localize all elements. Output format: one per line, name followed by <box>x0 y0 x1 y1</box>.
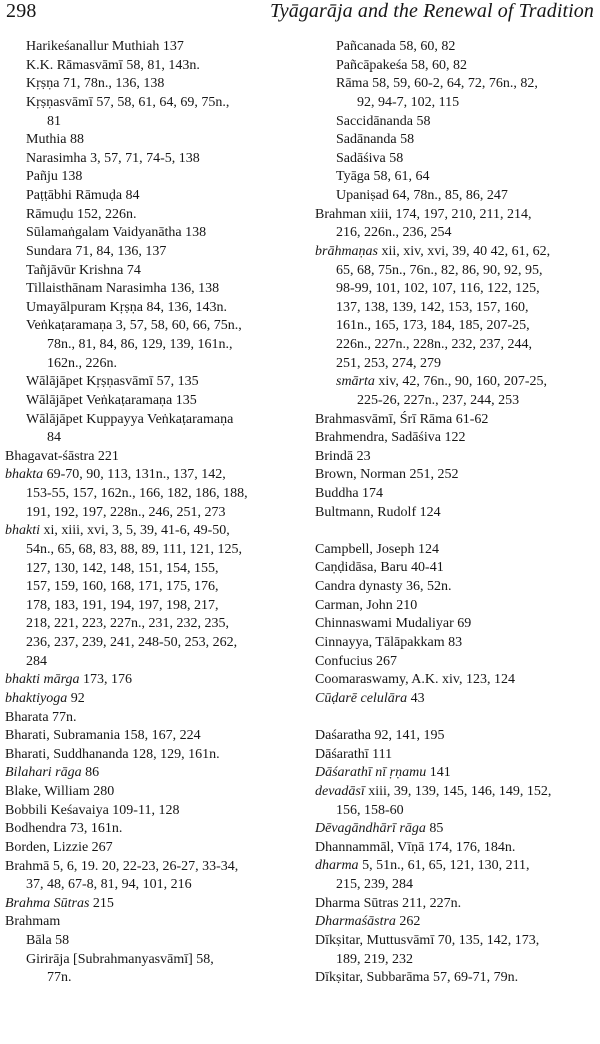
index-entry-text: Dhannammāl, Vīṇā 174, 176, 184n. <box>315 839 516 855</box>
index-subentry <box>5 485 295 504</box>
index-entry-text: 78n., 81, 84, 86, 129, 139, 161n., <box>47 337 233 352</box>
index-entry-text: Coomaraswamy, A.K. xiv, 123, 124 <box>315 672 515 688</box>
index-subentry <box>5 206 295 225</box>
index-entry <box>5 522 295 541</box>
index-entry-text: xii, xiv, xvi, 39, 40 42, 61, 62, <box>378 243 551 259</box>
index-entry-text: 5, 51n., 61, 65, 121, 130, 211, <box>358 858 530 874</box>
index-entry <box>5 764 295 783</box>
page-header <box>6 0 594 28</box>
index-entry <box>315 578 597 597</box>
index-subentry <box>5 168 295 187</box>
index-entry-text: Brahmendra, Sadāśiva 122 <box>315 430 466 446</box>
index-subentry <box>5 876 295 895</box>
index-entry-text: Dīkṣitar, Subbarāma 57, 69-71, 79n. <box>315 970 519 986</box>
index-subentry <box>5 75 295 94</box>
index-subentry <box>315 317 597 336</box>
index-entry-text: Brindā 23 <box>315 448 371 464</box>
index-entry <box>5 858 295 877</box>
index-subentry <box>315 224 597 243</box>
index-entry-text: Candra dynasty 36, 52n. <box>315 579 452 595</box>
index-entry <box>315 895 597 914</box>
index-entry <box>5 895 295 914</box>
index-entry <box>315 243 597 262</box>
index-entry <box>5 839 295 858</box>
index-entry-text: Campbell, Joseph 124 <box>315 541 440 557</box>
index-entry-text: 189, 219, 232 <box>336 951 413 967</box>
index-entry-text: Tyāga 58, 61, 64 <box>336 169 430 185</box>
index-entry-text: Daśaratha 92, 141, 195 <box>315 728 445 744</box>
index-entry-text: 92, 94-7, 102, 115 <box>357 94 460 110</box>
index-entry-text: Sūlamaṅgalam Vaidyanātha 138 <box>26 225 207 241</box>
index-entry-text: Wālājāpet Veṅkaṭaramaṇa 135 <box>26 392 197 408</box>
index-entry-text: Brahmasvāmī, Śrī Rāma 61-62 <box>315 411 489 427</box>
index-subentry <box>5 57 295 76</box>
index-subentry <box>5 653 295 672</box>
index-entry-text: 218, 221, 223, 227n., 231, 232, 235, <box>26 616 229 632</box>
index-entry <box>5 448 295 467</box>
index-entry <box>315 820 597 839</box>
index-entry <box>315 839 597 858</box>
index-subentry <box>5 243 295 262</box>
index-subentry <box>5 336 295 355</box>
index-entry-text: Bāla 58 <box>26 933 70 948</box>
page-number: 298 <box>6 0 37 22</box>
index-entry-text: Kṛṣṇasvāmī 57, 58, 61, 64, 69, 75n., <box>26 94 230 110</box>
index-entry-text: Wālājāpet Kuppayya Veṅkaṭaramaṇa <box>26 411 234 427</box>
index-entry-text: Sadāśiva 58 <box>336 150 404 166</box>
index-subentry <box>5 280 295 299</box>
index-entry-text: 81 <box>47 113 61 129</box>
index-term-italic: Dāśarathī nī ṛṇamu <box>315 765 427 781</box>
index-subentry <box>5 392 295 411</box>
index-subentry <box>5 224 295 243</box>
index-entry-text: 226n., 227n., 228n., 232, 237, 244, <box>336 337 532 352</box>
index-subentry <box>5 299 295 318</box>
index-entry-text: Dāśarathī 111 <box>315 746 393 762</box>
index-subentry <box>315 262 597 281</box>
index-entry-text: Pañcāpakeśa 58, 60, 82 <box>336 57 468 73</box>
index-entry-text: Rāmuḍu 152, 226n. <box>26 206 137 222</box>
index-subentry <box>5 634 295 653</box>
index-entry-text: xiii, 39, 139, 145, 146, 149, 152, <box>364 783 552 799</box>
index-subentry <box>315 802 597 821</box>
index-subentry <box>315 187 597 206</box>
index-entry-text: Bobbili Keśavaiya 109-11, 128 <box>5 802 180 818</box>
index-subentry <box>5 187 295 206</box>
index-entry-text: 216, 226n., 236, 254 <box>336 225 452 241</box>
index-entry <box>315 615 597 634</box>
index-subentry <box>315 131 597 150</box>
index-entry-text: Sadānanda 58 <box>336 132 415 148</box>
index-subentry <box>315 150 597 169</box>
index-entry-text: 84 <box>47 430 61 446</box>
index-entry <box>5 671 295 690</box>
index-entry <box>5 783 295 802</box>
index-subentry <box>315 355 597 374</box>
index-subentry <box>315 392 597 411</box>
index-entry <box>315 466 597 485</box>
index-entry <box>315 448 597 467</box>
index-entry-text: 225-26, 227n., 237, 244, 253 <box>357 392 520 408</box>
index-subentry <box>5 131 295 150</box>
index-entry-text: Bharati, Subramania 158, 167, 224 <box>5 728 201 744</box>
index-subentry <box>5 578 295 597</box>
index-entry <box>315 764 597 783</box>
index-subentry <box>315 113 597 132</box>
index-subentry <box>5 373 295 392</box>
index-entry-text: 173, 176 <box>79 672 133 688</box>
index-entry-text: 137, 138, 139, 142, 153, 157, 160, <box>336 299 529 315</box>
index-subentry <box>315 38 597 57</box>
index-subentry <box>315 876 597 895</box>
index-entry <box>315 653 597 672</box>
index-subentry <box>5 355 295 374</box>
index-entry <box>315 913 597 932</box>
index-entry-text: Brahman xiii, 174, 197, 210, 211, 214, <box>315 206 532 222</box>
index-entry <box>5 690 295 709</box>
index-entry <box>315 504 597 523</box>
index-subentry <box>5 262 295 281</box>
index-entry-text: Kṛṣṇa 71, 78n., 136, 138 <box>26 76 165 92</box>
index-entry <box>315 727 597 746</box>
index-entry <box>315 429 597 448</box>
index-term-italic: brāhmaṇas <box>315 243 379 259</box>
index-entry-text: xiv, 42, 76n., 90, 160, 207-25, <box>374 374 548 390</box>
index-subentry <box>5 597 295 616</box>
index-entry <box>5 466 295 485</box>
index-term-italic: dharma <box>315 858 359 874</box>
index-entry-text: 236, 237, 239, 241, 248-50, 253, 262, <box>26 635 238 650</box>
index-entry-text: 191, 192, 197, 228n., 246, 251, 273 <box>26 504 226 520</box>
index-column-left <box>5 38 295 988</box>
index-section-gap <box>315 522 597 541</box>
index-entry-text: Umayālpuram Kṛṣṇa 84, 136, 143n. <box>26 299 228 315</box>
index-entry <box>315 411 597 430</box>
index-entry-text: Dharma Sūtras 211, 227n. <box>315 895 462 911</box>
index-entry-text: Bharati, Suddhananda 128, 129, 161n. <box>5 746 220 762</box>
index-term-italic: bhaktiyoga <box>5 690 68 706</box>
index-entry <box>315 671 597 690</box>
index-entry-text: Buddha 174 <box>315 486 384 501</box>
index-term-italic: Cūḍarē celulāra <box>315 690 408 706</box>
index-entry <box>315 932 597 951</box>
index-entry <box>315 206 597 225</box>
index-entry-text: xi, xiii, xvi, 3, 5, 39, 41-6, 49-50, <box>40 523 230 539</box>
index-entry-text: 65, 68, 75n., 76n., 82, 86, 90, 92, 95, <box>336 262 543 278</box>
index-entry-text: Upaniṣad 64, 78n., 85, 86, 247 <box>336 188 508 203</box>
index-entry <box>5 727 295 746</box>
index-subentry <box>5 932 295 951</box>
index-entry-text: Narasimha 3, 57, 71, 74-5, 138 <box>26 150 200 166</box>
index-term-italic: bhakta <box>5 467 44 483</box>
index-subentry <box>5 94 295 113</box>
index-entry-text: Paṭṭābhi Rāmuḍa 84 <box>26 188 140 203</box>
index-entry <box>315 485 597 504</box>
index-entry-text: 141 <box>426 765 451 781</box>
index-entry-text: Muthia 88 <box>26 132 84 148</box>
index-entry-text: Pañcanada 58, 60, 82 <box>336 39 456 54</box>
index-entry-text: Tañjāvūr Krishna 74 <box>26 262 141 278</box>
index-subentry <box>5 560 295 579</box>
index-subentry <box>315 951 597 970</box>
index-entry-text: Bharata 77n. <box>5 709 77 725</box>
index-entry <box>5 802 295 821</box>
index-entry-text: Caṇḍidāsa, Baru 40-41 <box>315 560 444 576</box>
index-entry-text: Harikeśanallur Muthiah 137 <box>26 39 184 54</box>
index-entry-text: 127, 130, 142, 148, 151, 154, 155, <box>26 560 219 576</box>
index-entry-text: 284 <box>26 653 47 669</box>
index-entry-text: 69-70, 90, 113, 131n., 137, 142, <box>43 467 226 483</box>
index-subentry <box>5 113 295 132</box>
index-entry-text: 262 <box>395 914 421 930</box>
index-subentry <box>5 429 295 448</box>
index-entry <box>315 746 597 765</box>
index-entry <box>315 690 597 709</box>
index-entry-text: 43 <box>407 690 425 706</box>
index-entry-text: Rāma 58, 59, 60-2, 64, 72, 76n., 82, <box>336 76 538 92</box>
index-entry-text: Brahmam <box>5 914 61 930</box>
index-entry-text: 92 <box>67 690 85 706</box>
index-entry <box>315 783 597 802</box>
index-entry-text: Confucius 267 <box>315 653 398 669</box>
index-subentry <box>315 280 597 299</box>
index-entry-text: 156, 158-60 <box>336 802 404 818</box>
index-term-italic: devadāsī <box>315 783 365 799</box>
index-entry-text: 215, 239, 284 <box>336 877 413 893</box>
index-entry-text: Veṅkaṭaramaṇa 3, 57, 58, 60, 66, 75n., <box>26 318 242 334</box>
index-entry-text: Cinnayya, Tālāpakkam 83 <box>315 634 463 650</box>
index-subentry <box>315 168 597 187</box>
index-entry-text: 251, 253, 274, 279 <box>336 355 441 371</box>
index-term-italic: smārta <box>336 374 375 390</box>
index-entry-text: Bultmann, Rudolf 124 <box>315 504 441 520</box>
index-term-italic: Dēvagāndhārī rāga <box>315 821 426 837</box>
index-entry <box>315 559 597 578</box>
index-subentry <box>5 969 295 988</box>
index-entry <box>5 820 295 839</box>
index-entry-text: 157, 159, 160, 168, 171, 175, 176, <box>26 579 219 595</box>
index-entry-text: 215 <box>89 895 114 911</box>
index-entry-text: 153-55, 157, 162n., 166, 182, 186, 188, <box>26 486 248 501</box>
index-entry-text: Brahmā 5, 6, 19. 20, 22-23, 26-27, 33-34, <box>5 858 239 874</box>
index-entry-text: 161n., 165, 173, 184, 185, 207-25, <box>336 318 530 334</box>
index-subentry <box>5 615 295 634</box>
index-subentry <box>315 75 597 94</box>
index-entry <box>315 969 597 988</box>
index-term-italic: bhakti mārga <box>5 672 80 688</box>
index-entry-text: 162n., 226n. <box>47 355 117 371</box>
index-entry <box>315 634 597 653</box>
index-entry-text: 54n., 65, 68, 83, 88, 89, 111, 121, 125, <box>26 541 242 557</box>
index-subentry <box>315 57 597 76</box>
index-entry-text: Sundara 71, 84, 136, 137 <box>26 243 167 259</box>
index-entry-text: Bodhendra 73, 161n. <box>5 821 123 837</box>
index-entry-text: Wālājāpet Kṛṣṇasvāmī 57, 135 <box>26 374 199 390</box>
index-entry-text: 85 <box>425 821 444 837</box>
index-entry-text: Saccidānanda 58 <box>336 113 431 129</box>
index-subentry <box>315 336 597 355</box>
index-subentry <box>5 504 295 523</box>
index-entry-text: 86 <box>81 765 100 781</box>
index-subentry <box>5 150 295 169</box>
index-entry-text: Chinnaswami Mudaliyar 69 <box>315 616 472 632</box>
index-subentry <box>5 38 295 57</box>
index-subentry <box>5 951 295 970</box>
index-subentry <box>5 411 295 430</box>
index-column-right <box>315 38 597 988</box>
index-entry <box>5 709 295 728</box>
index-entry <box>5 746 295 765</box>
index-entry-text: 77n. <box>47 970 72 986</box>
index-subentry <box>5 541 295 560</box>
index-term-italic: bhakti <box>5 523 40 539</box>
index-term-italic: Bilahari rāga <box>5 765 82 781</box>
index-entry <box>315 857 597 876</box>
index-entry <box>315 541 597 560</box>
index-subentry <box>5 317 295 336</box>
index-subentry <box>315 94 597 113</box>
index-entry-text: 98-99, 101, 102, 107, 116, 122, 125, <box>336 281 540 297</box>
index-entry-text: Brown, Norman 251, 252 <box>315 467 459 483</box>
index-entry <box>315 597 597 616</box>
index-entry-text: Girirāja [Subrahmanyasvāmī] 58, <box>26 951 214 967</box>
index-entry <box>5 913 295 932</box>
index-section-gap <box>315 708 597 727</box>
index-entry-text: Blake, William 280 <box>5 784 115 799</box>
index-entry-text: 37, 48, 67-8, 81, 94, 101, 216 <box>26 877 192 893</box>
index-term-italic: Dharmaśāstra <box>315 914 396 930</box>
index-entry-text: Dīkṣitar, Muttusvāmī 70, 135, 142, 173, <box>315 932 540 948</box>
running-title: Tyāgarāja and the Renewal of Tradition <box>270 0 594 22</box>
index-entry-text: K.K. Rāmasvāmī 58, 81, 143n. <box>26 57 200 73</box>
index-entry-text: Carman, John 210 <box>315 597 418 613</box>
index-subentry <box>315 373 597 392</box>
index-entry-text: Pañju 138 <box>26 169 83 185</box>
index-entry-text: Tillaisthānam Narasimha 136, 138 <box>26 281 220 297</box>
index-term-italic: Brahma Sūtras <box>5 895 90 911</box>
index-entry-text: Bhagavat-śāstra 221 <box>5 448 119 464</box>
index-entry-text: 178, 183, 191, 194, 197, 198, 217, <box>26 597 219 613</box>
index-entry-text: Borden, Lizzie 267 <box>5 839 113 855</box>
index-subentry <box>315 299 597 318</box>
